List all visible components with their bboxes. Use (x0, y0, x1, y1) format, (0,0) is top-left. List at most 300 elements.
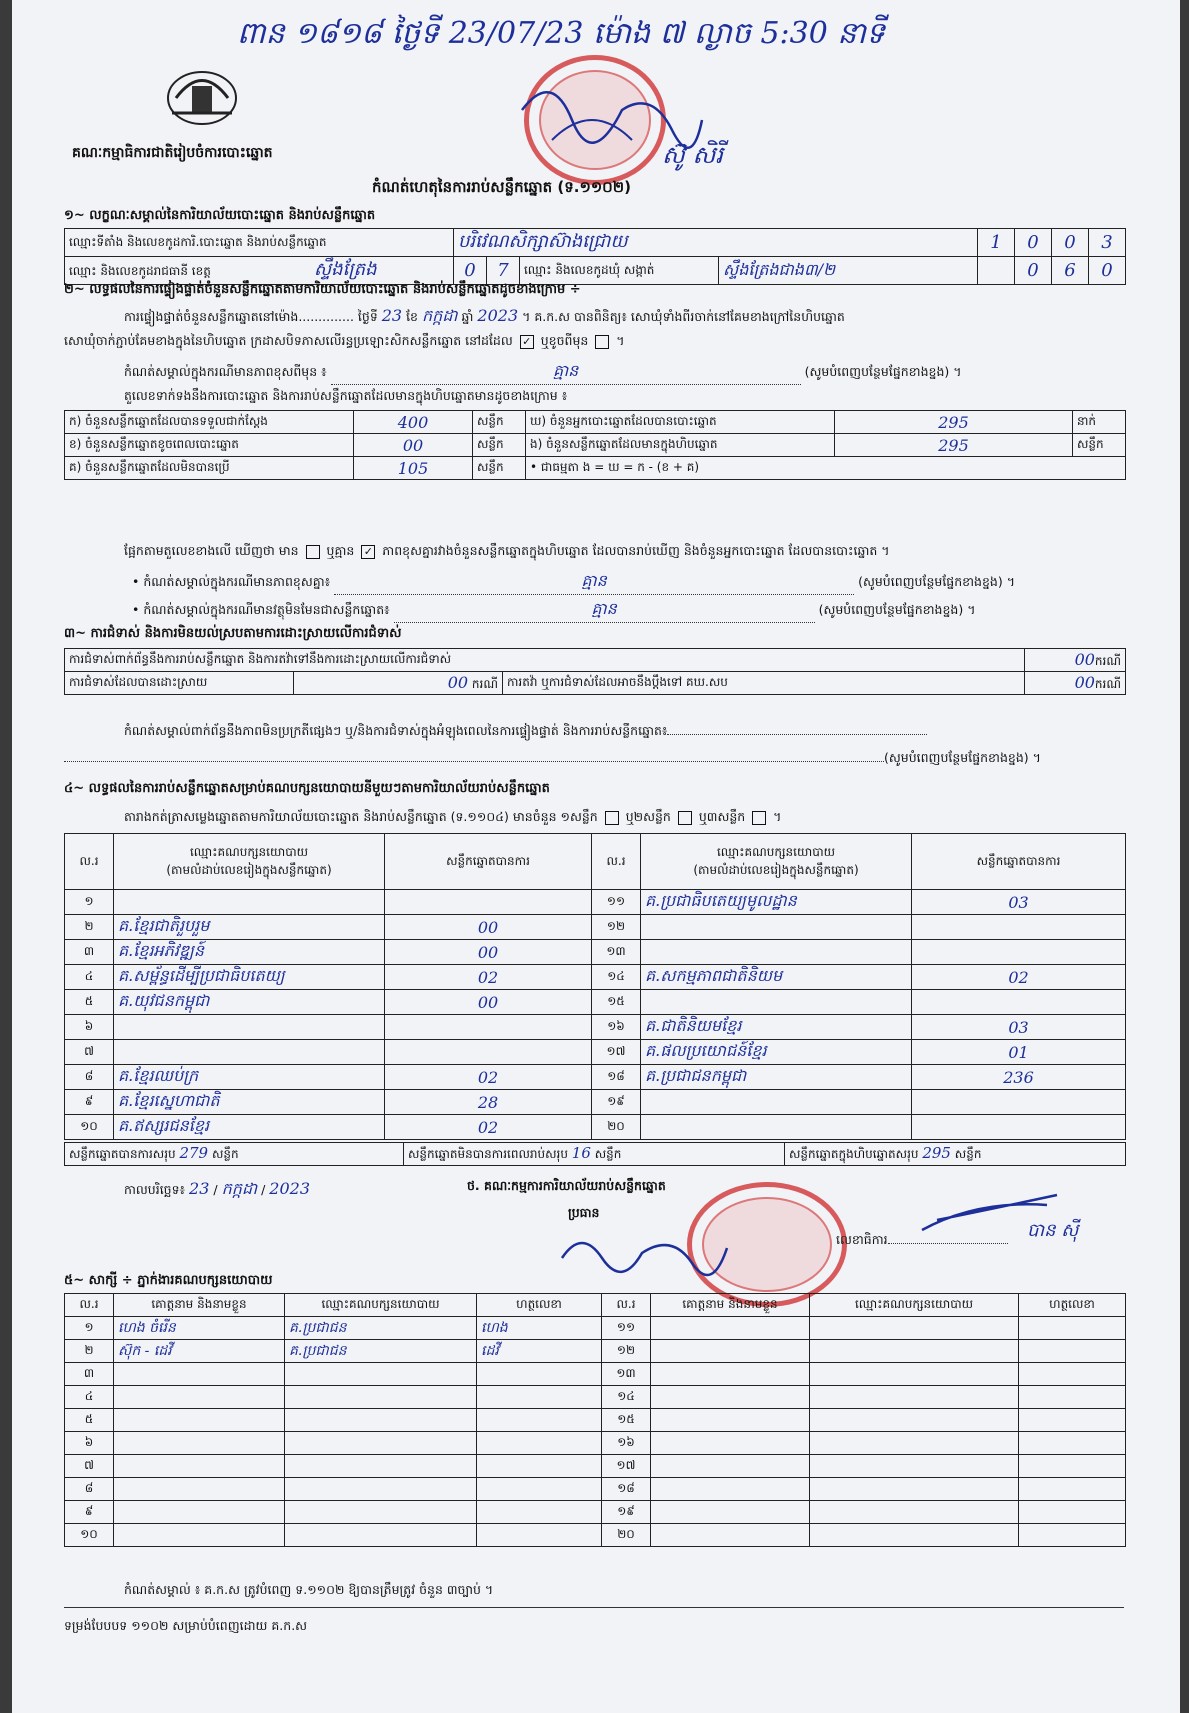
row-number: ១ (65, 1317, 114, 1340)
witness-signature (1019, 1501, 1126, 1524)
row-number: ១៣ (592, 940, 641, 965)
witness-party (285, 1455, 477, 1478)
witness-signature: ដេវី (477, 1340, 602, 1363)
row-number: ៣ (65, 1363, 114, 1386)
appeal-unit: ករណី (1094, 676, 1121, 691)
party-name: គ.យុវជនកម្ពុជា (114, 990, 385, 1015)
date-day: 23 (189, 1179, 210, 1198)
row-number: ១ (65, 890, 114, 915)
party-result-row (65, 1090, 1126, 1115)
col-votes-header: សន្លឹកឆ្នោតបានការ (385, 834, 592, 890)
station-code-digit: 3 (1089, 229, 1126, 257)
party-result-row (65, 1065, 1126, 1090)
party-name (641, 915, 912, 940)
station-label: ឈ្មោះទីតាំង និងលេខកូដការិ.បោះឆ្នោត និងរាប់សន្លឹកឆ្នោត (65, 229, 454, 257)
w-col-sign: ហត្ថលេខា (477, 1294, 602, 1317)
witness-name (114, 1363, 285, 1386)
discrepancy-text-c: ភាពខុសគ្នារវាងចំនួនសន្លឹកឆ្នោតក្នុងហិបឆ្នោត ដែលបានរាប់ឃើញ និងចំនួនអ្នកបោះឆ្នោត ដែលបានបោះឆ្នោត ។ (382, 543, 890, 558)
row-number: ១១ (602, 1317, 651, 1340)
witness-signature (1019, 1432, 1126, 1455)
row-number: ៤ (65, 1386, 114, 1409)
witness-party (810, 1409, 1019, 1432)
party-name: គ.ខ្មែរស្នេហាជាតិ (114, 1090, 385, 1115)
row-number: ២ (65, 1340, 114, 1363)
row-number: ១៩ (602, 1501, 651, 1524)
no-discrepancy-checkbox-checked[interactable]: ✓ (361, 545, 375, 559)
discrepancy-note-line (132, 570, 1015, 595)
section3-heading: ៣~ ការជំទាស់ និងការមិនយល់ស្របតាមការដោះស្រាយលើការជំទាស់ (64, 626, 402, 641)
row-number: ៨ (65, 1065, 114, 1090)
commune-code-digit: 6 (1052, 257, 1089, 285)
irregularity-note (124, 723, 1124, 742)
secretary-label: លេខាធិការ (836, 1232, 888, 1247)
witness-party (810, 1386, 1019, 1409)
date-line: កាលបរិច្ឆេទ៖ 23 / កក្កដា / 2023 (124, 1179, 310, 1198)
foreign-object-line (132, 598, 975, 623)
row-number: ៤ (65, 965, 114, 990)
station-code-digit: 1 (978, 229, 1015, 257)
section2-heading: ២~ លទ្ធផលនៃការផ្ទៀងផ្ទាត់ចំនួនសន្លឹកឆ្នោតតាមការិយាល័យបោះឆ្នោត និងរាប់សន្លឹកឆ្នោតដូចខាងក្រោម ÷ (64, 282, 581, 297)
date-year: 2023 (269, 1179, 310, 1198)
witness-name (651, 1501, 810, 1524)
valid-votes (912, 940, 1126, 965)
appeal-label: ការតវ៉ា ឬការជំទាស់ដែលអាចនឹងប្តឹងទៅ គឃ.សប (503, 672, 1025, 695)
party-results-body (65, 890, 1126, 1140)
row-number: ២០ (602, 1524, 651, 1547)
total-invalid-label: សន្លឹកឆ្នោតមិនបានការពេលរាប់សរុប (408, 1147, 568, 1161)
nec-emblem-logo (162, 58, 242, 128)
valid-votes (385, 890, 592, 915)
w-col-party: ឈ្មោះគណបក្សនយោបាយ (810, 1294, 1019, 1317)
objections-unit: ករណី (1094, 653, 1121, 668)
witness-body (65, 1317, 1126, 1547)
tally-sheet-text: តារាងកត់ត្រាសម្លេងឆ្នោតតាមការិយាល័យបោះឆ្នោត និងរាប់សន្លឹកឆ្នោត (ទ.១១០៤) មានចំនួន ១សន្លឹក (124, 809, 598, 824)
party-name: គ.ប្រជាជនកម្ពុជា (641, 1065, 912, 1090)
date-label: កាលបរិច្ឆេទ៖ (124, 1182, 186, 1197)
party-name (114, 1040, 385, 1065)
witness-signature (477, 1409, 602, 1432)
ballot-count-form (12, 0, 1180, 1713)
difference-note-value: គ្មាន (331, 360, 801, 385)
row-number: ៥ (65, 1409, 114, 1432)
fill-back-note: (សូមបំពេញបន្ថែមផ្នែកខាងខ្នង) ។ (804, 364, 962, 379)
objections-count-cell (1025, 649, 1126, 672)
fill-back-note: (សូមបំពេញបន្ថែមផ្នែកខាងខ្នង) ។ (884, 750, 1041, 765)
witness-name (651, 1363, 810, 1386)
witness-name (114, 1409, 285, 1432)
witness-signature (1019, 1409, 1126, 1432)
three-sheets-text: ឬ៣សន្លឹក (698, 809, 746, 824)
row-number: ១៦ (602, 1432, 651, 1455)
figure-c-unit: សន្លឹក (473, 457, 526, 480)
figure-a-value: 400 (354, 411, 473, 434)
row-number: ៨ (65, 1478, 114, 1501)
witness-name (651, 1386, 810, 1409)
valid-votes: 02 (385, 1065, 592, 1090)
committee-label: ថ. គណៈកម្មការការិយាល័យរាប់សន្លឹកឆ្នោត (467, 1178, 666, 1193)
discrepancy-note-value: គ្មាន (334, 570, 854, 595)
valid-votes: 03 (912, 890, 1126, 915)
w-col-name: គោត្តនាម និងនាមខ្លួន (114, 1294, 285, 1317)
witness-name (114, 1455, 285, 1478)
figure-c-label: គ) ចំនួនសន្លឹកឆ្នោតដែលមិនបានប្រើ (65, 457, 354, 480)
witness-signature: ហេង (477, 1317, 602, 1340)
objections-count: 00 (1074, 649, 1095, 669)
total-box-value: 295 (922, 1144, 951, 1162)
resolved-unit: ករណី (471, 676, 498, 691)
station-code-digit: 0 (1052, 229, 1089, 257)
section4-heading: ៤~ លទ្ធផលនៃការរាប់សន្លឹកឆ្នោតសម្រាប់គណបក្សនយោបាយនីមួយៗតាមការិយាល័យរាប់សន្លឹកឆ្នោត (64, 781, 550, 796)
witness-signature (1019, 1317, 1126, 1340)
witness-row (65, 1478, 1126, 1501)
col-party-title: ឈ្មោះគណបក្សនយោបាយ (189, 844, 309, 859)
party-name (641, 940, 912, 965)
col-no-header: ល.រ (592, 834, 641, 890)
witness-party (810, 1317, 1019, 1340)
party-name: គ.ជាតិនិយមខ្មែរ (641, 1015, 912, 1040)
witness-party (810, 1340, 1019, 1363)
footer-divider (64, 1607, 1124, 1608)
valid-votes: 00 (385, 940, 592, 965)
witness-name: ហេង ចំរើន (114, 1317, 285, 1340)
valid-votes: 28 (385, 1090, 592, 1115)
row-number: ១៥ (602, 1409, 651, 1432)
total-invalid-value: 16 (571, 1144, 591, 1162)
witness-name (114, 1386, 285, 1409)
irregularity-note-label: កំណត់សម្គាល់ពាក់ព័ន្ធនឹងភាពមិនប្រក្រតីផ្សេងៗ ឬ/និងការជំទាស់ក្នុងអំឡុងពេលនៃការផ្ទៀងផ្ទាត់ និងការរាប់សន្លឹកឆ្នោត៖ (124, 723, 668, 738)
w-col-party: ឈ្មោះគណបក្សនយោបាយ (285, 1294, 477, 1317)
resolved-count: 00 (447, 672, 469, 692)
figures-row (65, 457, 1126, 480)
witness-row (65, 1409, 1126, 1432)
witness-signature (477, 1386, 602, 1409)
verification-text-b: ខែ (406, 309, 418, 324)
two-sheets-text: ឬ២សន្លឹក (625, 809, 671, 824)
verification-line (124, 305, 845, 329)
figure-d-label: ឃ) ចំនួនអ្នកបោះឆ្នោតដែលបានបោះឆ្នោត (526, 411, 835, 434)
row-number: ៧ (65, 1455, 114, 1478)
foreign-object-label: • កំណត់សម្គាល់ក្នុងករណីមានវត្ថុមិនមែនជាសន្លឹកឆ្នោត៖ (132, 602, 390, 617)
witness-name (651, 1317, 810, 1340)
witness-party (285, 1501, 477, 1524)
party-result-row (65, 1115, 1126, 1140)
witness-party (285, 1409, 477, 1432)
witness-signature (477, 1455, 602, 1478)
party-result-row (65, 890, 1126, 915)
col-party-title: ឈ្មោះគណបក្សនយោបាយ (716, 844, 836, 859)
party-name: គ.ឥស្សរជនខ្មែរ (114, 1115, 385, 1140)
seal-check-text: សោឃុំចាក់ភ្ជាប់គែមខាងក្នុងនៃហិបឆ្នោត ក្រដាសបិទភាសលើរន្ធប្រឡោះសិកសន្លឹកឆ្នោត នៅដដែល (64, 333, 513, 348)
verification-text-a: ការផ្ទៀងផ្ទាត់ចំនួនសន្លឹកឆ្នោតនៅម៉ោង.............. ថ្ងៃទី (124, 309, 378, 324)
form-title: កំណត់ហេតុនៃការរាប់សន្លឹកឆ្នោត (ទ.១១០២) (372, 178, 632, 196)
three-sheets-checkbox[interactable] (752, 811, 766, 825)
objections-table (64, 648, 1126, 695)
row-number: ៩ (65, 1090, 114, 1115)
witness-signature (1019, 1340, 1126, 1363)
valid-votes: 00 (385, 915, 592, 940)
ballot-figures-table (64, 410, 1126, 480)
foreign-object-value: គ្មាន (394, 598, 815, 623)
valid-votes: 03 (912, 1015, 1126, 1040)
witness-signature (477, 1478, 602, 1501)
final-note: កំណត់សម្គាល់ ៖ គ.ក.ស ត្រូវបំពេញ ទ.១១០២ ឱ្យបានត្រឹមត្រូវ ចំនួន ៣ច្បាប់ ។ (124, 1582, 494, 1597)
w-col-no: ល.រ (65, 1294, 114, 1317)
party-name: គ.ប្រជាធិបតេយ្យមូលដ្ឋាន (641, 890, 912, 915)
figure-b-label: ខ) ចំនួនសន្លឹកឆ្នោតខូចពេលបោះឆ្នោត (65, 434, 354, 457)
row-number: ៦ (65, 1015, 114, 1040)
witness-party (810, 1455, 1019, 1478)
total-valid-unit: សន្លឹក (211, 1147, 239, 1161)
witness-party (285, 1386, 477, 1409)
valid-votes: 02 (385, 1115, 592, 1140)
party-result-row (65, 1015, 1126, 1040)
difference-note-label: កំណត់សម្គាល់ក្នុងករណីមានភាពខុសពីមុន ៖ (124, 364, 327, 379)
figure-e-unit: សន្លឹក (1073, 434, 1126, 457)
witness-row (65, 1317, 1126, 1340)
appeal-count: 00 (1074, 672, 1095, 692)
verification-day: 23 (381, 306, 403, 325)
formula-note: • ជាធម្មតា ង = ឃ = ក - (ខ + គ) (526, 457, 1126, 480)
discrepancy-text-b: ឬគ្មាន (326, 543, 355, 558)
witness-name (114, 1524, 285, 1547)
row-number: ១៣ (602, 1363, 651, 1386)
handwritten-signer-name: ស៊ូ សិរី (662, 141, 723, 169)
valid-votes (912, 990, 1126, 1015)
witness-name (651, 1455, 810, 1478)
total-invalid-cell (404, 1143, 785, 1166)
witness-name (651, 1478, 810, 1501)
witness-signature (1019, 1363, 1126, 1386)
fill-back-note: (សូមបំពេញបន្ថែមផ្នែកខាងខ្នង) ។ (858, 574, 1015, 589)
row-number: ២ (65, 915, 114, 940)
station-info-table (64, 228, 1126, 285)
province-code-digit: 0 (454, 257, 487, 285)
valid-votes (385, 1040, 592, 1065)
total-invalid-unit: សន្លឹក (594, 1147, 622, 1161)
party-result-row (65, 915, 1126, 940)
witness-name (651, 1524, 810, 1547)
col-party-subtitle: (តាមលំដាប់លេខរៀងក្នុងសន្លឹកឆ្នោត) (693, 862, 859, 877)
witness-party: គ.ប្រជាជន (285, 1340, 477, 1363)
col-party-header (641, 834, 912, 890)
discrepancy-text-a: ផ្អែកតាមតួលេខខាងលើ ឃើញថា មាន (124, 543, 299, 558)
tally-sheet-line: តារាងកត់ត្រាសម្លេងឆ្នោតតាមការិយាល័យបោះឆ្នោត និងរាប់សន្លឹកឆ្នោត (ទ.១១០៤) មានចំនួន ១សន្លឹក ឬ២សន្លឹក ឬ៣សន្លឹក ។ (124, 809, 782, 824)
total-valid-value: 279 (179, 1144, 209, 1162)
verification-text-c: ឆ្នាំ (461, 309, 474, 324)
discrepancy-note-label: • កំណត់សម្គាល់ក្នុងករណីមានភាពខុសគ្នា៖ (132, 574, 331, 589)
figure-b-value: 00 (354, 434, 473, 457)
valid-votes (912, 915, 1126, 940)
total-valid-cell (65, 1143, 404, 1166)
witness-party (285, 1478, 477, 1501)
figure-c-value: 105 (354, 457, 473, 480)
figures-row (65, 411, 1126, 434)
party-name (641, 990, 912, 1015)
witness-signature (1019, 1478, 1126, 1501)
party-result-row (65, 940, 1126, 965)
party-name: គ.ផលប្រយោជន៍ខ្មែរ (641, 1040, 912, 1065)
has-discrepancy-checkbox[interactable] (306, 545, 320, 559)
row-number: ១៩ (592, 1090, 641, 1115)
row-number: ១៤ (602, 1386, 651, 1409)
figure-a-label: ក) ចំនួនសន្លឹកឆ្នោតដែលបានទទួលជាក់ស្តែង (65, 411, 354, 434)
figure-d-unit: នាក់ (1073, 411, 1126, 434)
figure-b-unit: សន្លឹក (473, 434, 526, 457)
resolved-label: ការជំទាស់ដែលបានដោះស្រាយ (65, 672, 294, 695)
province-code-digit: 7 (487, 257, 520, 285)
witness-signature (1019, 1524, 1126, 1547)
row-number: ១០ (65, 1115, 114, 1140)
row-number: ១៨ (602, 1478, 651, 1501)
commune-code-digit: 0 (1015, 257, 1052, 285)
figures-row (65, 434, 1126, 457)
witness-table (64, 1293, 1126, 1547)
chairman-signature (552, 1228, 732, 1288)
commune-label: ឈ្មោះ និងលេខកូដឃុំ សង្កាត់ (520, 257, 719, 285)
totals-table (64, 1142, 1126, 1166)
handwritten-receipt-note: ពាន ១៨១៨ ថ្ងៃទី 23/07/23 ម៉ោង ៧ ល្ងាច 5:30 នាទី (237, 16, 885, 51)
two-sheets-checkbox[interactable] (678, 811, 692, 825)
w-col-name: គោត្តនាម និងនាមខ្លួន (651, 1294, 810, 1317)
witness-name (651, 1432, 810, 1455)
witness-signature (1019, 1386, 1126, 1409)
objections-label: ការជំទាស់ពាក់ព័ន្ធនឹងការរាប់សន្លឹកឆ្នោត និងការតវ៉ាទៅនឹងការដោះស្រាយលើការជំទាស់ (65, 649, 1025, 672)
row-number: ៩ (65, 1501, 114, 1524)
appeal-count-cell (1025, 672, 1126, 695)
witness-row (65, 1524, 1126, 1547)
witness-name (651, 1340, 810, 1363)
verification-text-d: ។ គ.ក.ស បានពិនិត្យ៖ សោឃុំទាំងពីរចាក់នៅគែមខាងក្រៅនៃហិបឆ្នោត (522, 309, 845, 324)
witness-party (285, 1432, 477, 1455)
witness-row (65, 1363, 1126, 1386)
commune-code-digit: 0 (1089, 257, 1126, 285)
seal-check-or: ឬខូចពីមុន (540, 333, 589, 348)
figure-e-value: 295 (835, 434, 1073, 457)
witness-row (65, 1386, 1126, 1409)
col-no-header: ល.រ (65, 834, 114, 890)
witness-name (651, 1409, 810, 1432)
figure-d-value: 295 (835, 411, 1073, 434)
witness-name (114, 1501, 285, 1524)
col-party-header (114, 834, 385, 890)
party-name: គ.សម្ព័ន្ធដើម្បីប្រជាធិបតេយ្យ (114, 965, 385, 990)
party-result-row (65, 990, 1126, 1015)
valid-votes: 02 (385, 965, 592, 990)
witness-row (65, 1340, 1126, 1363)
witness-signature (477, 1501, 602, 1524)
witness-row (65, 1432, 1126, 1455)
row-number: ១២ (602, 1340, 651, 1363)
total-box-unit: សន្លឹក (954, 1147, 982, 1161)
valid-votes (912, 1115, 1126, 1140)
figure-a-unit: សន្លឹក (473, 411, 526, 434)
party-name: គ.ខ្មែរឈប់ក្រ (114, 1065, 385, 1090)
valid-votes (912, 1090, 1126, 1115)
witness-name (114, 1478, 285, 1501)
party-result-row (65, 965, 1126, 990)
party-name (114, 890, 385, 915)
party-name (641, 1115, 912, 1140)
witness-party (285, 1524, 477, 1547)
witness-party (810, 1363, 1019, 1386)
station-value: បរិវេណសិក្សាស៊ាងជ្រោយ (454, 229, 978, 257)
row-number: ៦ (65, 1432, 114, 1455)
total-box-label: សន្លឹកឆ្នោតក្នុងហិបឆ្នោតសរុប (789, 1147, 919, 1161)
witness-name (114, 1432, 285, 1455)
row-number: ១៤ (592, 965, 641, 990)
witness-signature (477, 1432, 602, 1455)
figures-intro: តួលេខទាក់ទងនឹងការបោះឆ្នោត និងការរាប់សន្លឹកឆ្នោតដែលមានក្នុងហិបឆ្នោតមានដូចខាងក្រោម ៖ (124, 388, 568, 403)
witness-party (810, 1524, 1019, 1547)
witness-party (810, 1478, 1019, 1501)
col-party-subtitle: (តាមលំដាប់លេខរៀងក្នុងសន្លឹកឆ្នោត) (166, 862, 332, 877)
verification-month: កក្កដា (421, 306, 458, 325)
row-number: ២០ (592, 1115, 641, 1140)
secretary-name: បាន ស៊ី (1027, 1220, 1079, 1241)
row-number: ១៦ (592, 1015, 641, 1040)
row-number: ៣ (65, 940, 114, 965)
party-name: គ.សកម្មភាពជាតិនិយម (641, 965, 912, 990)
fill-back-note: (សូមបំពេញបន្ថែមផ្នែកខាងខ្នង) ។ (818, 602, 976, 617)
valid-votes: 236 (912, 1065, 1126, 1090)
province-label: ឈ្មោះ និងលេខកូដរាជធានី ខេត្ត (69, 264, 211, 278)
party-name (641, 1090, 912, 1115)
witness-party: គ.ប្រជាជន (285, 1317, 477, 1340)
section1-heading: ១~ លក្ខណៈសម្គាល់នៃការិយាល័យបោះឆ្នោត និងរាប់សន្លឹកឆ្នោត (64, 208, 376, 223)
row-number: ៥ (65, 990, 114, 1015)
discrepancy-line (124, 543, 890, 562)
verification-year: 2023 (477, 306, 519, 325)
witness-party (285, 1363, 477, 1386)
damaged-checkbox[interactable] (595, 335, 609, 349)
resolved-count-cell (294, 672, 503, 695)
row-number: ១៧ (592, 1040, 641, 1065)
witness-row (65, 1455, 1126, 1478)
total-valid-label: សន្លឹកឆ្នោតបានការសរុប (69, 1147, 176, 1161)
row-number: ៧ (65, 1040, 114, 1065)
valid-votes: 02 (912, 965, 1126, 990)
section5-heading: ៥~ សាក្សី ÷ ភ្នាក់ងារគណបក្សនយោបាយ (64, 1273, 273, 1288)
seal-check-line: សោឃុំចាក់ភ្ជាប់គែមខាងក្នុងនៃហិបឆ្នោត ក្រដាសបិទភាសលើរន្ធប្រឡោះសិកសន្លឹកឆ្នោត នៅដដែល ✓ ឬខូចពីមុន ។ (64, 333, 625, 348)
party-name (114, 1015, 385, 1040)
province-value: ស្ទឹងត្រែង (314, 259, 377, 280)
row-number: ១២ (592, 915, 641, 940)
w-col-sign: ហត្ថលេខា (1019, 1294, 1126, 1317)
party-results-table (64, 833, 1126, 1140)
total-box-cell (785, 1143, 1126, 1166)
party-name: គ.ខ្មែរអភិវឌ្ឍន៍ (114, 940, 385, 965)
party-name: គ.ខ្មែរជាតិរួបរួម (114, 915, 385, 940)
form-footer: ទម្រង់បែបបទ ១១០២ សម្រាប់បំពេញដោយ គ.ក.ស (64, 1618, 308, 1633)
row-number: ១១ (592, 890, 641, 915)
date-month: កក្កដា (221, 1179, 258, 1198)
one-sheet-checkbox[interactable] (605, 811, 619, 825)
row-number: ១៨ (592, 1065, 641, 1090)
intact-checkbox-checked[interactable]: ✓ (520, 335, 534, 349)
row-number: ១៥ (592, 990, 641, 1015)
chairman-label: ប្រធាន (568, 1205, 600, 1220)
valid-votes: 01 (912, 1040, 1126, 1065)
witness-party (810, 1432, 1019, 1455)
party-result-row (65, 1040, 1126, 1065)
col-votes-header: សន្លឹកឆ្នោតបានការ (912, 834, 1126, 890)
w-col-no: ល.រ (602, 1294, 651, 1317)
witness-signature (477, 1363, 602, 1386)
witness-party (810, 1501, 1019, 1524)
irregularity-fill-line (64, 750, 1124, 769)
valid-votes (385, 1015, 592, 1040)
station-code-digit: 0 (1015, 229, 1052, 257)
